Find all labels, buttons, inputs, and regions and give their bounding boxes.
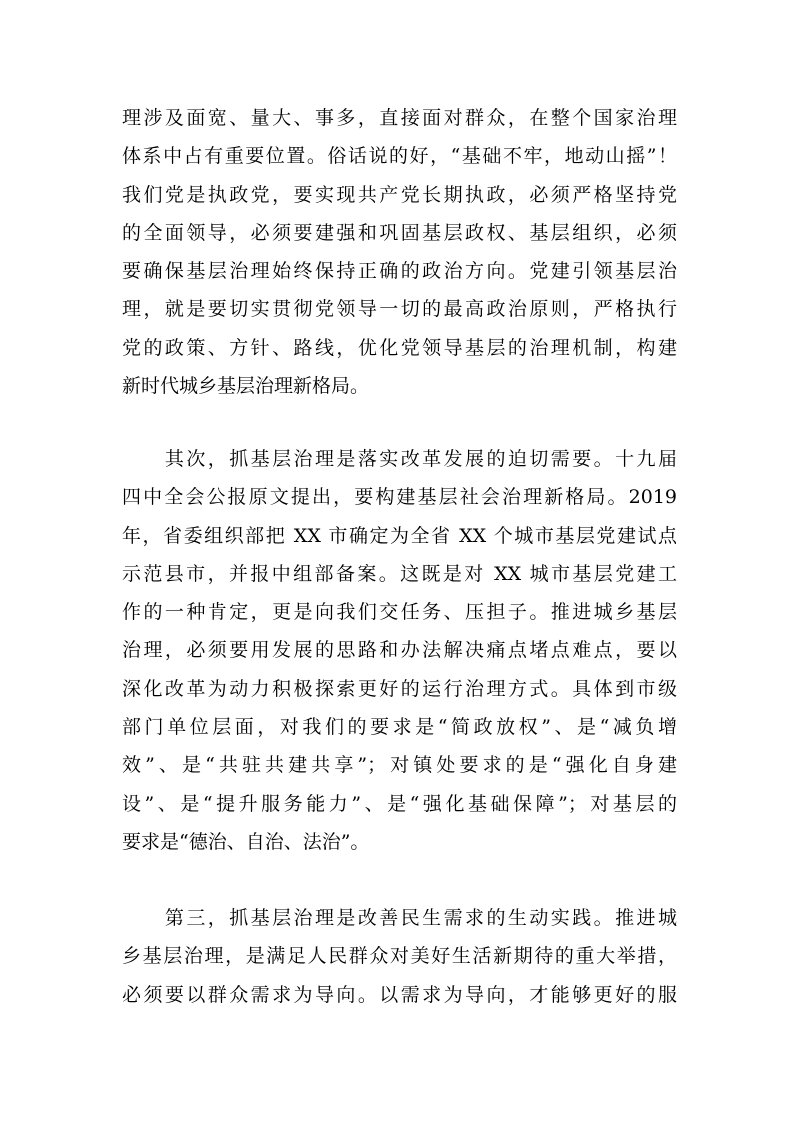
paragraph-1 [122,99,677,405]
paragraph-line: 效”、是“共驻共建共享”；对镇处要求的是“强化自身建 [122,754,677,777]
paragraph-line: 理，就是要切实贯彻党领导一切的最高政治原则，严格执行 [122,298,677,321]
paragraph-line: 的全面领导，必须要建强和巩固基层政权、基层组织，必须 [122,221,677,244]
paragraph-line: 年，省委组织部把 XX 市确定为全省 XX 个城市基层党建试点 [122,524,677,547]
paragraph-line: 要求是“德治、自治、法治”。 [122,830,370,853]
paragraph-line: 深化改革为动力积极探索更好的运行治理方式。具体到市级 [122,677,677,700]
paragraph-line: 四中全会公报原文提出，要构建基层社会治理新格局。2019 [122,486,677,509]
paragraph-line: 党的政策、方针、路线，优化党领导基层的治理机制，构建 [122,336,677,359]
paragraph-line: 治理，必须要用发展的思路和办法解决痛点堵点难点，要以 [122,639,677,662]
paragraph-line: 必须要以群众需求为导向。以需求为导向，才能够更好的服 [122,983,677,1006]
paragraph-line: 示范县市，并报中组部备案。这既是对 XX 城市基层党建工 [122,562,677,585]
paragraph-line: 作的一种肯定，更是向我们交任务、压担子。推进城乡基层 [122,601,677,624]
paragraph-line: 体系中占有重要位置。俗话说的好，“基础不牢，地动山摇”！ [122,145,677,168]
paragraph-line: 设”、是“提升服务能力”、是“强化基础保障”；对基层的 [122,792,677,815]
paragraph-3 [122,899,677,1014]
paragraph-line: 其次，抓基层治理是落实改革发展的迫切需要。十九届 [122,448,677,470]
paragraph-line: 要确保基层治理始终保持正确的政治方向。党建引领基层治 [122,260,677,283]
paragraph-2 [122,440,677,861]
paragraph-line: 第三，抓基层治理是改善民生需求的生动实践。推进城 [122,907,677,929]
paragraph-line: 理涉及面宽、量大、事多，直接面对群众，在整个国家治理 [122,107,677,129]
paragraph-line: 新时代城乡基层治理新格局。 [122,375,370,398]
paragraph-line: 部门单位层面，对我们的要求是“简政放权”、是“减负增 [122,716,677,739]
paragraph-line: 乡基层治理，是满足人民群众对美好生活新期待的重大举措， [122,945,677,968]
paragraph-line: 我们党是执政党，要实现共产党长期执政，必须严格坚持党 [122,183,677,206]
